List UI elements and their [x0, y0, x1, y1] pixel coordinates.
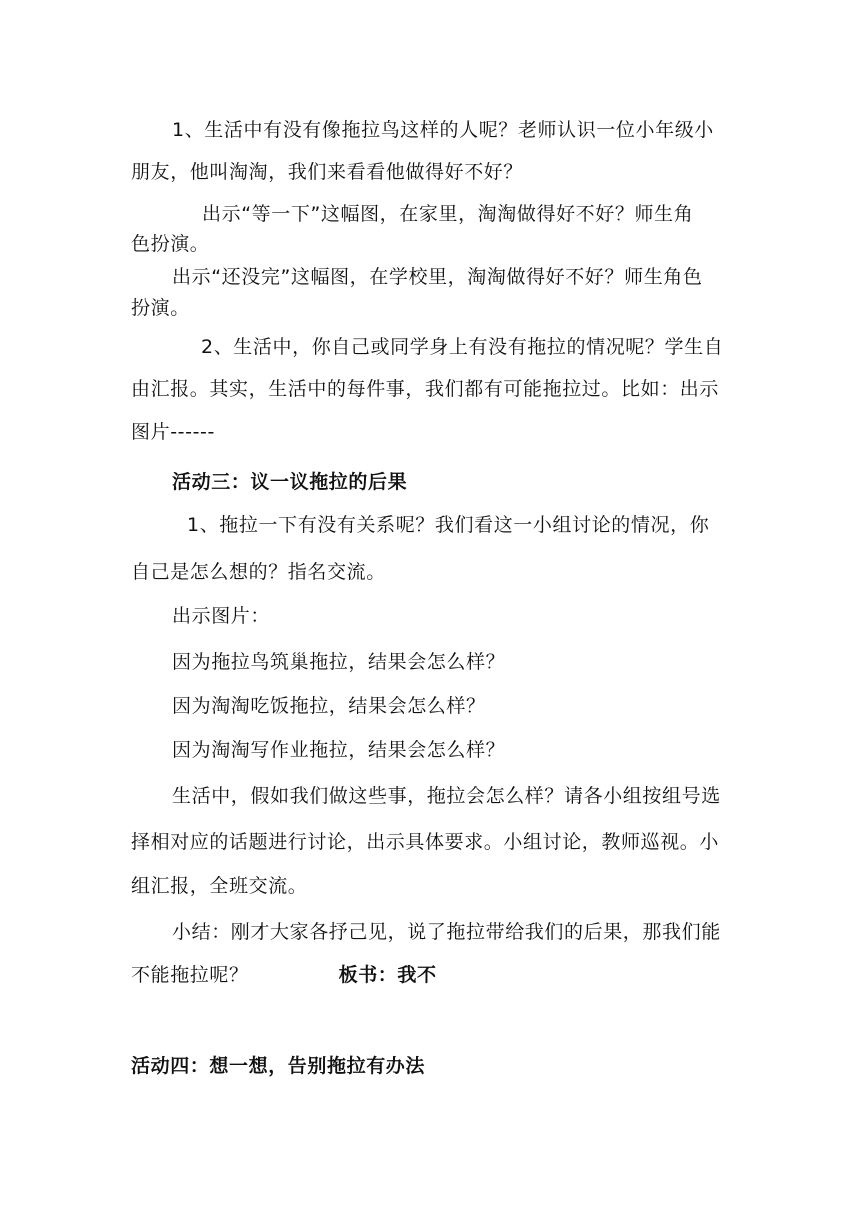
- paragraph-bird-nest: 因为拖拉鸟筑巢拖拉，结果会怎么样？: [172, 651, 506, 673]
- paragraph-2-line-2: 色扮演。: [131, 233, 210, 255]
- paragraph-3-line-1: 出示“还没完”这幅图，在学校里，淘淘做得好不好？师生角色: [172, 266, 703, 288]
- paragraph-5-line-1: 1、拖拉一下有没有关系呢？我们看这一小组讨论的情况，你: [187, 514, 710, 536]
- heading-activity-3: 活动三：议一议拖拉的后果: [172, 471, 408, 493]
- paragraph-10-line-3: 组汇报，全班交流。: [131, 875, 308, 897]
- paragraph-10-line-2: 择相对应的话题进行讨论，出示具体要求。小组讨论，教师巡视。小: [131, 831, 720, 853]
- paragraph-3-line-2: 扮演。: [131, 297, 190, 319]
- paragraph-4-line-1: 2、生活中，你自己或同学身上有没有拖拉的情况呢？学生自: [201, 336, 724, 358]
- summary-question: 不能拖拉呢？: [131, 964, 249, 986]
- paragraph-1-line-1: 1、生活中有没有像拖拉鸟这样的人呢？老师认识一位小年级小: [172, 119, 714, 141]
- paragraph-summary-line-1: 小结：刚才大家各抒己见，说了拖拉带给我们的后果，那我们能: [172, 921, 721, 943]
- paragraph-5-line-2: 自己是怎么想的？指名交流。: [131, 561, 386, 583]
- paragraph-show-pictures: 出示图片：: [172, 605, 271, 627]
- paragraph-summary-line-2: [131, 963, 437, 987]
- paragraph-1-line-2: 朋友，他叫淘淘，我们来看看他做得好不好？: [131, 161, 524, 183]
- paragraph-4-line-2: 由汇报。其实，生活中的每件事，我们都有可能拖拉过。比如：出示: [131, 378, 720, 400]
- paragraph-10-line-1: 生活中，假如我们做这些事，拖拉会怎么样？请各小组按组号选: [172, 785, 721, 807]
- board-writing: 板书：我不: [338, 964, 437, 986]
- paragraph-taotao-homework: 因为淘淘写作业拖拉，结果会怎么样？: [172, 739, 506, 761]
- paragraph-4-line-3: 图片------: [131, 421, 215, 443]
- paragraph-2-line-1: 出示“等一下”这幅图，在家里，淘淘做得好不好？师生角: [202, 203, 694, 225]
- paragraph-taotao-eating: 因为淘淘吃饭拖拉，结果会怎么样？: [172, 695, 486, 717]
- heading-activity-4: 活动四：想一想，告别拖拉有办法: [131, 1055, 426, 1077]
